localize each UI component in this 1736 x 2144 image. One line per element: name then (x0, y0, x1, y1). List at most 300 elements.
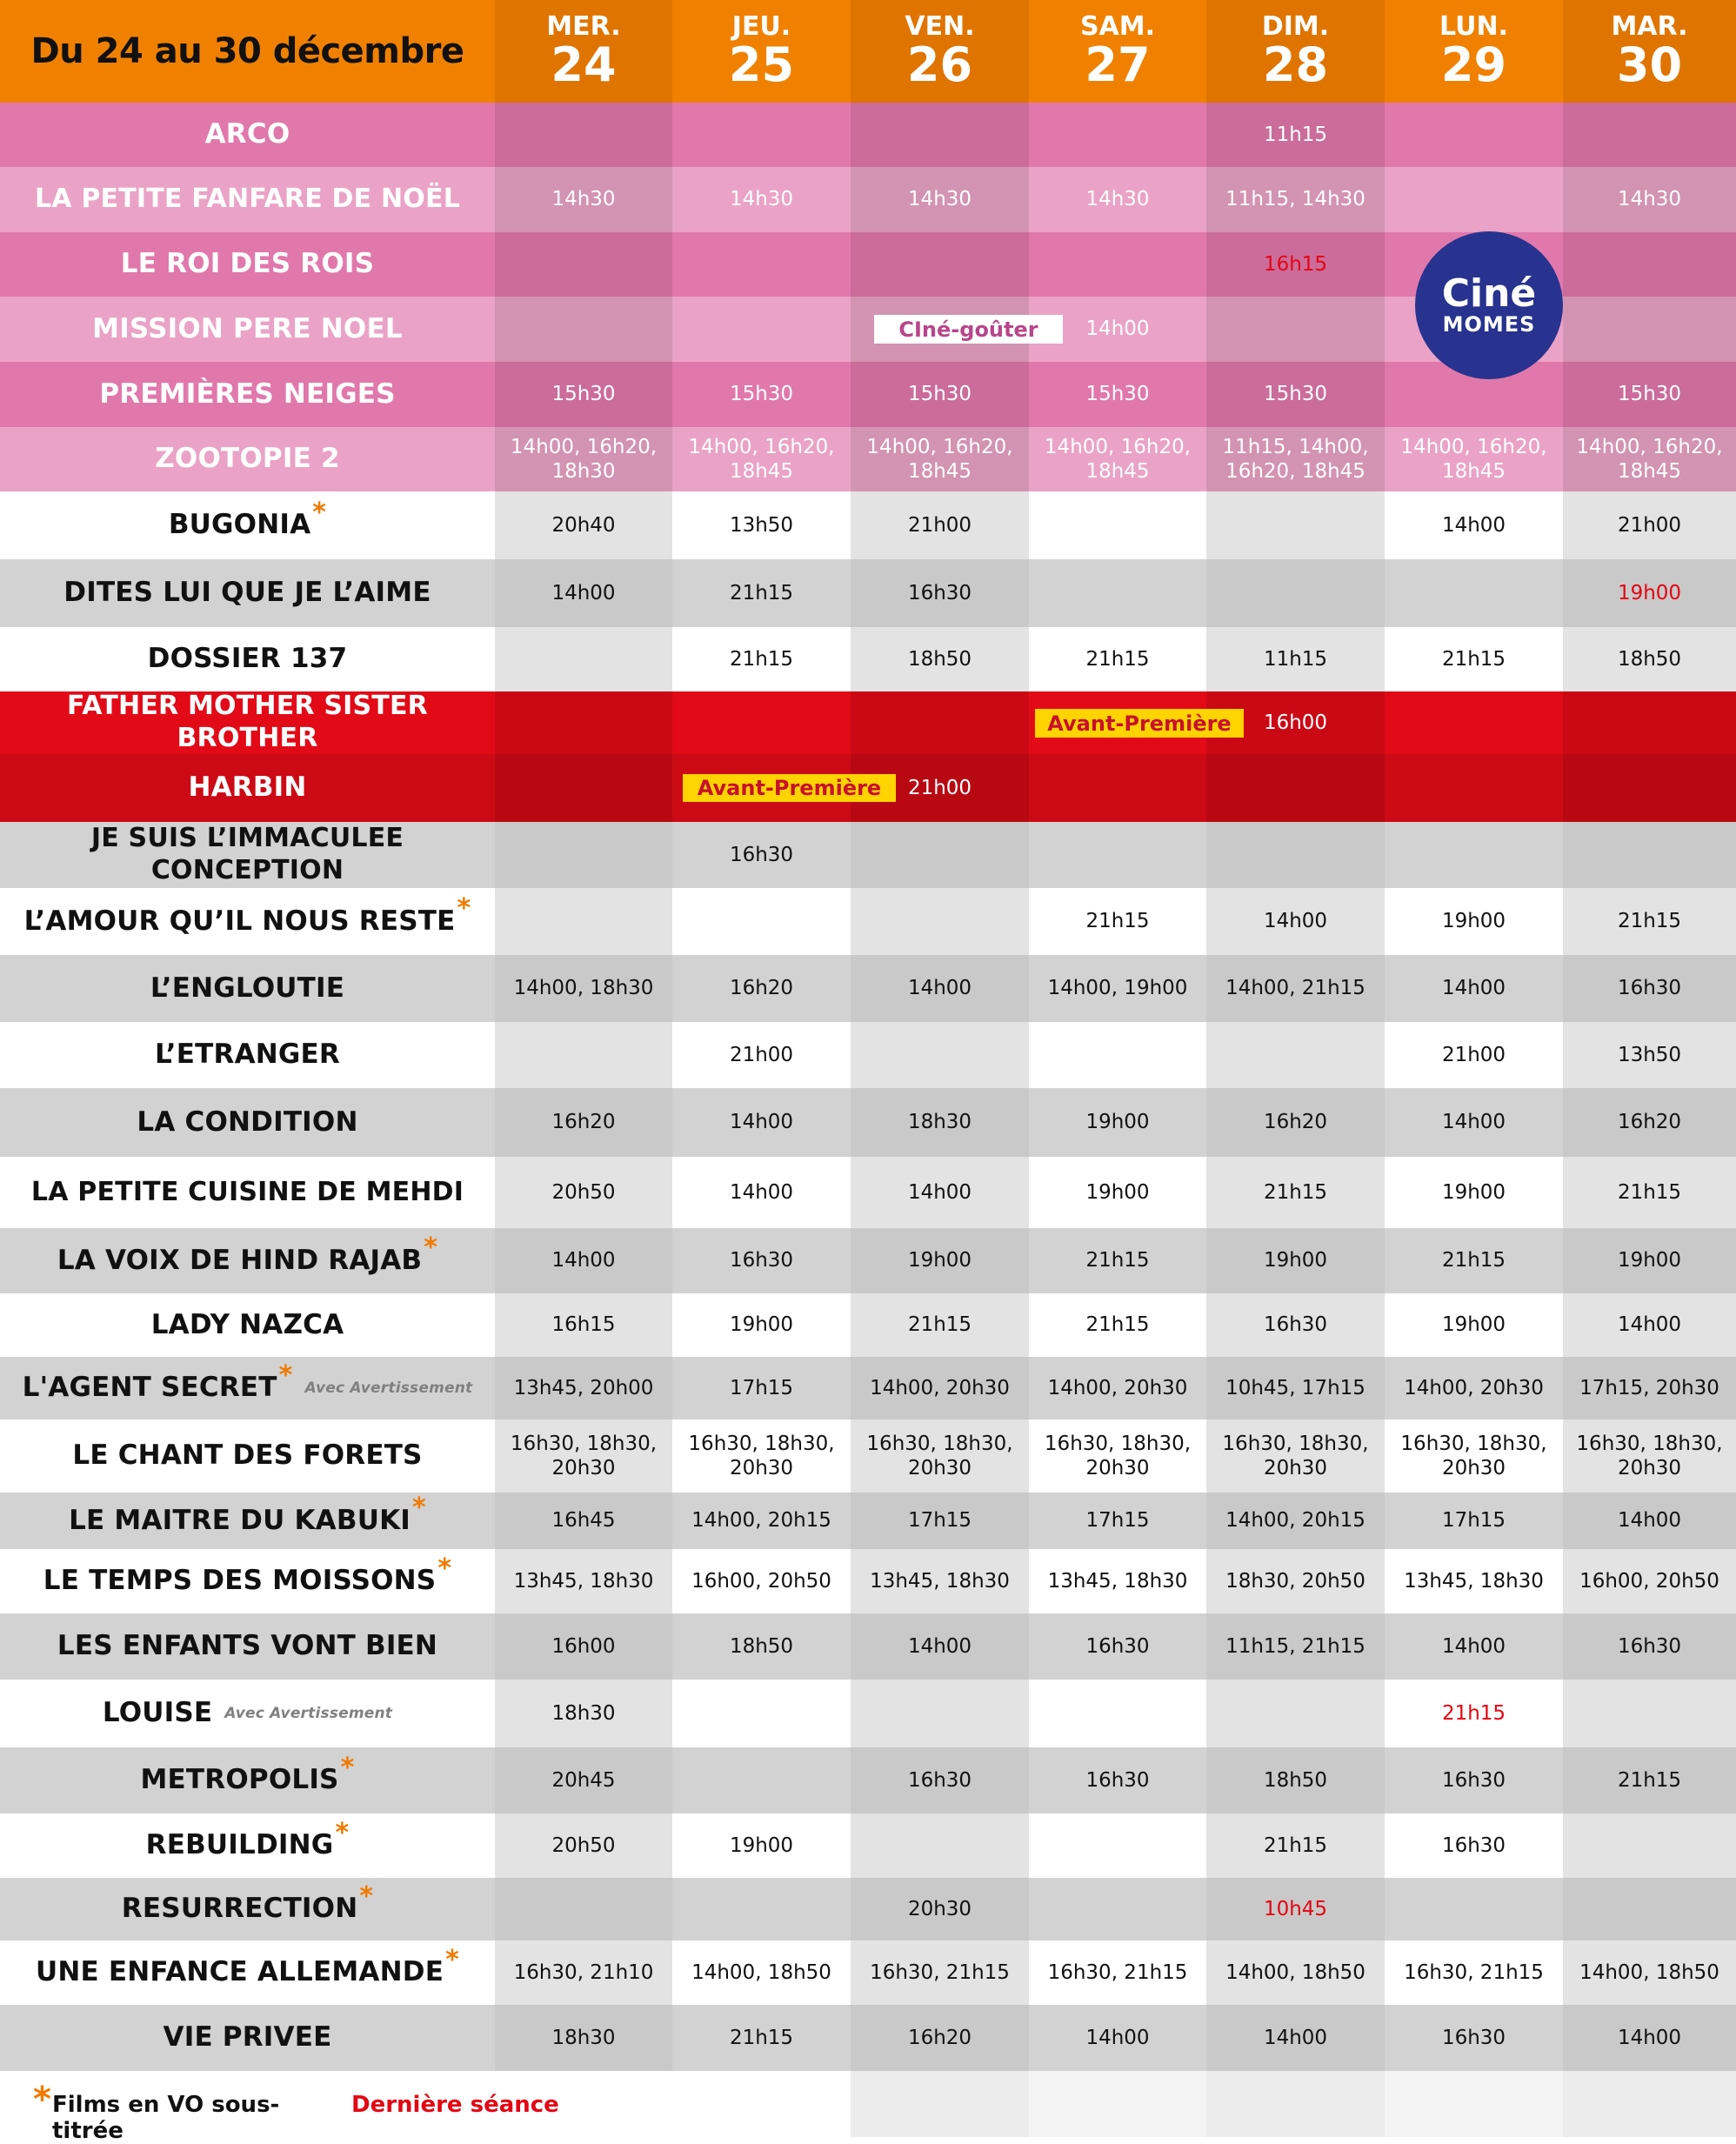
day-header (1563, 0, 1736, 103)
vo-star-icon: * (445, 1944, 459, 1975)
showtime-cell: 18h50 (1206, 1747, 1385, 1813)
movie-title-group (148, 643, 348, 676)
movie-title (0, 1878, 495, 1940)
day-name: LUN. (1439, 11, 1508, 42)
showtime-cell: 16h30, 18h30, 20h30 (1206, 1419, 1385, 1493)
showtime-cell (1563, 754, 1736, 822)
showtime-cell (1206, 491, 1385, 559)
avant-premiere-badge: Avant-Première (1035, 709, 1244, 738)
movie-title-group (99, 378, 395, 411)
showtime-cell (1029, 1813, 1206, 1878)
showtime-cell: 14h00 (672, 1088, 851, 1157)
movie-title-group (23, 893, 471, 938)
showtime-cell: 21h15 (851, 1293, 1029, 1357)
movie-title-group (92, 313, 403, 346)
showtime-cell: 11h15 (1206, 103, 1385, 167)
showtime-cell: 21h00 (851, 491, 1029, 559)
movie-title-text: LA VOIX DE HIND RAJAB (57, 1244, 423, 1276)
showtime-cell: 16h30 (1206, 1293, 1385, 1357)
showtime-cell: 21h00 (851, 754, 1029, 822)
showtime-cell: 16h30, 21h15 (1029, 1940, 1206, 2005)
showtime-cell: 14h00, 16h20, 18h45 (1385, 427, 1563, 491)
movie-title (0, 1022, 495, 1088)
movie-title (0, 955, 495, 1022)
movie-title-group (140, 1752, 355, 1797)
showtime-cell: 16h30 (672, 822, 851, 888)
movie-title (0, 103, 495, 167)
movie-title-group (103, 1697, 392, 1730)
showtime-cell: 14h00, 18h30 (495, 955, 672, 1022)
showtime-cell: 20h45 (495, 1747, 672, 1813)
showtime-cell: 14h00, 18h50 (1206, 1940, 1385, 2005)
legend-cell (1206, 2071, 1385, 2137)
showtime-cell: 13h45, 18h30 (1385, 1549, 1563, 1613)
showtime-cell (1563, 1813, 1736, 1878)
last-show-legend: Dernière séance (351, 2092, 559, 2118)
movie-title-group (0, 823, 495, 886)
showtime-cell: 18h30 (851, 1088, 1029, 1157)
day-date: 29 (1440, 37, 1507, 92)
movie-title (0, 1813, 495, 1878)
showtime-cell (1563, 691, 1736, 754)
showtime-cell: 13h45, 20h00 (495, 1357, 672, 1419)
showtime-cell: 16h45 (495, 1493, 672, 1549)
showtime-cell: 15h30 (1029, 362, 1206, 427)
showtime-cell: 15h30 (495, 362, 672, 427)
showtime-cell: 16h00 (495, 1613, 672, 1680)
showtime-cell (672, 1878, 851, 1940)
showtime-cell (1029, 1680, 1206, 1747)
showtime-cell: 16h00, 20h50 (672, 1549, 851, 1613)
showtime-cell: 21h15 (1029, 1228, 1206, 1293)
showtime-cell (1385, 1878, 1563, 1940)
movie-title-text: L’AMOUR QU’IL NOUS RESTE (23, 905, 456, 937)
day-date: 30 (1616, 37, 1683, 92)
showtime-cell: 16h20 (1563, 1088, 1736, 1157)
movie-title-text: LA PETITE FANFARE DE NOËL (34, 184, 461, 215)
showtime-cell: 14h00, 20h15 (672, 1493, 851, 1549)
showtime-cell: 16h30, 18h30, 20h30 (1385, 1419, 1563, 1493)
showtime-cell: 16h30 (1029, 1747, 1206, 1813)
showtime-cell: 17h15 (672, 1357, 851, 1419)
showtime-cell (1029, 491, 1206, 559)
showtime-cell (851, 1813, 1029, 1878)
legend-cell (1029, 2071, 1206, 2137)
showtime-cell (495, 627, 672, 691)
movie-title-group (168, 497, 327, 542)
showtime-cell (1029, 559, 1206, 627)
showtime-cell (672, 1747, 851, 1813)
movie-title (0, 1493, 495, 1549)
movie-title-text: REBUILDING (145, 1829, 334, 1861)
showtime-cell: 16h30, 18h30, 20h30 (495, 1419, 672, 1493)
showtime-cell: 14h00, 20h15 (1206, 1493, 1385, 1549)
showtime-cell: 16h30, 21h15 (1385, 1940, 1563, 2005)
day-date: 27 (1085, 37, 1151, 92)
showtime-cell (495, 1022, 672, 1088)
day-date: 26 (906, 37, 973, 92)
showtime-cell: 14h00, 18h50 (1563, 1940, 1736, 2005)
showtime-cell: 20h50 (495, 1813, 672, 1878)
warning-note: Avec Avertissement (224, 1704, 393, 1722)
showtime-cell: 10h45, 17h15 (1206, 1357, 1385, 1419)
day-header (851, 0, 1029, 103)
movie-title-text: L'AGENT SECRET (22, 1372, 277, 1404)
legend-cell (851, 2071, 1029, 2137)
legend-cell (1385, 2071, 1563, 2137)
showtime-cell: 21h15 (1029, 888, 1206, 955)
showtime-cell (1206, 754, 1385, 822)
showtime-cell: 21h00 (1563, 491, 1736, 559)
movie-title-group (63, 577, 431, 610)
showtime-cell: 16h30, 21h10 (495, 1940, 672, 2005)
showtime-cell (1206, 559, 1385, 627)
movie-title (0, 1680, 495, 1747)
showtime-cell: 14h30 (672, 167, 851, 232)
showtime-cell: 14h00 (1563, 2005, 1736, 2071)
movie-title-group (69, 1493, 426, 1538)
showtime-cell: 21h15 (1029, 1293, 1206, 1357)
movie-title-group (164, 2021, 332, 2054)
showtime-cell: 15h30 (1563, 362, 1736, 427)
showtime-cell: 20h50 (495, 1157, 672, 1228)
showtime-cell: 14h00, 16h20, 18h45 (1029, 427, 1206, 491)
showtime-cell (1029, 754, 1206, 822)
showtime-cell: 14h30 (851, 167, 1029, 232)
showtime-cell: 16h30, 18h30, 20h30 (1563, 1419, 1736, 1493)
showtime-cell: 13h50 (1563, 1022, 1736, 1088)
showtime-cell: 19h00 (1029, 1088, 1206, 1157)
movie-title-text: FATHER MOTHER SISTER BROTHER (67, 691, 428, 753)
movie-title-group (150, 972, 344, 1005)
showtime-cell (495, 1878, 672, 1940)
showtime-cell: 16h30 (851, 559, 1029, 627)
showtime-cell (1029, 232, 1206, 297)
showtime-cell: 14h30 (1029, 167, 1206, 232)
showtime-cell: 16h15 (1206, 232, 1385, 297)
showtime-cell: 19h00 (1385, 1157, 1563, 1228)
showtime-cell: 17h15 (1029, 1493, 1206, 1549)
showtime-cell: 21h15 (1029, 627, 1206, 691)
showtime-cell (1029, 1022, 1206, 1088)
showtime-cell: 16h20 (1206, 1088, 1385, 1157)
movie-title-text: METROPOLIS (140, 1764, 339, 1796)
showtime-cell (1563, 822, 1736, 888)
showtime-cell (1029, 822, 1206, 888)
showtime-cell: 20h40 (495, 491, 672, 559)
showtime-cell (1385, 691, 1563, 754)
showtime-cell (672, 232, 851, 297)
movie-title-text: LA PETITE CUISINE DE MEHDI (30, 1176, 464, 1207)
showtime-cell: 14h00 (1563, 1493, 1736, 1549)
showtime-cell (495, 232, 672, 297)
movie-title-text: LADY NAZCA (150, 1308, 344, 1340)
movie-title-group (31, 1177, 464, 1209)
movie-title-group (121, 248, 374, 281)
movie-title-group (36, 1944, 459, 1989)
showtime-cell: 14h30 (1563, 167, 1736, 232)
movie-title-text: LE CHANT DES FORETS (72, 1439, 423, 1472)
movie-title-group (0, 691, 495, 754)
showtime-cell: 16h30 (1385, 1813, 1563, 1878)
showtime-cell: 15h30 (672, 362, 851, 427)
cine-gouter-badge: CIné-goûter (874, 315, 1063, 344)
day-header (1385, 0, 1563, 103)
showtime-cell: 16h20 (851, 2005, 1029, 2071)
movie-title-text: LE TEMPS DES MOISSONS (43, 1565, 437, 1597)
showtime-cell: 11h15, 21h15 (1206, 1613, 1385, 1680)
showtime-cell (1563, 1680, 1736, 1747)
day-header (1206, 0, 1385, 103)
movie-title (0, 1157, 495, 1228)
showtime-cell (851, 691, 1029, 754)
showtime-cell: 14h00, 16h20, 18h45 (1563, 427, 1736, 491)
showtime-cell: 21h15 (1385, 627, 1563, 691)
movie-title (0, 1940, 495, 2005)
movie-title-group (205, 118, 290, 151)
day-header (672, 0, 851, 103)
showtime-cell: 16h30, 18h30, 20h30 (672, 1419, 851, 1493)
showtime-cell: 21h15 (1206, 1813, 1385, 1878)
showtime-cell: 21h15 (672, 627, 851, 691)
showtime-cell: 21h15 (1563, 888, 1736, 955)
showtime-cell (1563, 1878, 1736, 1940)
movie-title-group (137, 1106, 357, 1139)
movie-title (0, 627, 495, 691)
showtime-cell: 18h30, 20h50 (1206, 1549, 1385, 1613)
showtime-cell: 16h30 (851, 1747, 1029, 1813)
movie-title-text: RESURRECTION (121, 1893, 358, 1925)
showtime-cell: 14h00, 16h20, 18h45 (851, 427, 1029, 491)
cine-momes-logo (1415, 231, 1563, 379)
movie-title-group (72, 1439, 422, 1473)
showtime-cell: 14h00 (1385, 1613, 1563, 1680)
movie-title-text: LA CONDITION (137, 1105, 358, 1138)
showtime-cell: 18h30 (495, 2005, 672, 2071)
showtime-cell: 10h45 (1206, 1878, 1385, 1940)
showtime-cell: 16h15 (495, 1293, 672, 1357)
movie-title (0, 691, 495, 754)
movie-title-group (151, 1309, 344, 1342)
showtime-cell: 19h00 (672, 1293, 851, 1357)
showtime-cell: 14h00 (672, 1157, 851, 1228)
movie-title-text: LE MAITRE DU KABUKI (69, 1504, 411, 1536)
movie-title-text: DOSSIER 137 (147, 643, 348, 675)
showtime-cell (851, 103, 1029, 167)
movie-title-text: LE ROI DES ROIS (120, 248, 375, 280)
day-name: JEU. (731, 11, 791, 42)
showtime-cell: 13h45, 18h30 (495, 1549, 672, 1613)
movie-title-text: DITES LUI QUE JE L’AIME (63, 577, 431, 609)
showtime-cell: 14h00, 18h50 (672, 1940, 851, 2005)
movie-title (0, 297, 495, 362)
movie-title (0, 232, 495, 297)
movie-title (0, 822, 495, 888)
showtime-cell: 14h00 (1385, 955, 1563, 1022)
showtime-cell: 14h00 (1563, 1293, 1736, 1357)
showtime-cell: 19h00 (1206, 1228, 1385, 1293)
showtime-cell: 13h50 (672, 491, 851, 559)
vo-legend-star-icon: * (33, 2080, 51, 2120)
showtime-cell (1385, 103, 1563, 167)
showtime-cell: 14h00 (1029, 297, 1206, 362)
showtime-cell: 11h15, 14h00, 16h20, 18h45 (1206, 427, 1385, 491)
day-name: DIM. (1261, 11, 1330, 42)
showtime-cell: 14h00 (1385, 491, 1563, 559)
movie-title (0, 754, 495, 822)
showtime-cell: 16h20 (495, 1088, 672, 1157)
showtime-cell: 17h15, 20h30 (1563, 1357, 1736, 1419)
movie-title-group (155, 443, 339, 476)
showtime-cell: 19h00 (1385, 888, 1563, 955)
vo-star-icon: * (340, 1752, 355, 1783)
page-title: Du 24 au 30 décembre (0, 0, 495, 103)
showtime-cell: 16h30, 18h30, 20h30 (1029, 1419, 1206, 1493)
movie-title (0, 1549, 495, 1613)
showtime-cell: 14h00 (1206, 888, 1385, 955)
movie-title (0, 427, 495, 491)
avant-premiere-badge: Avant-Première (683, 774, 896, 802)
showtime-cell (672, 691, 851, 754)
logo-line2: MOMES (1442, 311, 1536, 337)
movie-title (0, 362, 495, 427)
showtime-cell: 14h00 (1385, 1088, 1563, 1157)
movie-title (0, 1088, 495, 1157)
vo-star-icon: * (335, 1817, 350, 1848)
showtime-cell: 19h00 (1385, 1293, 1563, 1357)
showtime-cell: 14h00 (495, 559, 672, 627)
showtime-cell: 19h00 (1029, 1157, 1206, 1228)
showtime-cell: 21h15 (1563, 1157, 1736, 1228)
movie-title (0, 167, 495, 232)
showtime-cell: 17h15 (1385, 1493, 1563, 1549)
showtime-cell: 16h00 (1206, 691, 1385, 754)
movie-title-group (57, 1630, 437, 1663)
movie-title-text: JE SUIS L’IMMACULEE CONCEPTION (90, 823, 404, 885)
showtime-cell (495, 691, 672, 754)
showtime-cell (1206, 1022, 1385, 1088)
movie-title-group (121, 1880, 374, 1926)
movie-title-group (57, 1232, 438, 1278)
showtime-cell: 16h30 (672, 1228, 851, 1293)
day-name: MAR. (1611, 11, 1688, 42)
showtime-cell (1385, 754, 1563, 822)
showtime-cell (1029, 103, 1206, 167)
showtime-cell: 18h50 (672, 1613, 851, 1680)
showtime-cell (672, 1680, 851, 1747)
movie-title (0, 2005, 495, 2071)
showtime-cell: 14h30 (495, 167, 672, 232)
showtime-cell: 16h30 (1563, 1613, 1736, 1680)
showtime-cell: 16h30 (1029, 1613, 1206, 1680)
movie-title (0, 1293, 495, 1357)
movie-title-text: HARBIN (188, 771, 307, 804)
day-name: SAM. (1079, 11, 1156, 42)
showtime-cell: 14h00 (851, 1613, 1029, 1680)
movie-title (0, 1747, 495, 1813)
showtime-cell: 14h00, 16h20, 18h30 (495, 427, 672, 491)
showtime-cell: 14h00 (1206, 2005, 1385, 2071)
showtime-cell: 18h50 (1563, 627, 1736, 691)
showtime-cell: 11h15 (1206, 627, 1385, 691)
showtime-cell: 16h30, 21h15 (851, 1940, 1029, 2005)
day-name: VEN. (905, 11, 975, 42)
showtime-cell: 21h15 (1385, 1680, 1563, 1747)
showtime-cell: 18h50 (851, 627, 1029, 691)
showtime-cell (495, 754, 672, 822)
showtime-cell (672, 103, 851, 167)
movie-title (0, 491, 495, 559)
showtime-cell: 19h00 (1563, 559, 1736, 627)
vo-star-icon: * (412, 1493, 426, 1524)
showtime-cell (1563, 232, 1736, 297)
showtime-cell (1385, 167, 1563, 232)
showtime-cell: 21h15 (1385, 1228, 1563, 1293)
showtime-cell (1206, 297, 1385, 362)
showtime-cell (851, 822, 1029, 888)
movie-title-text: LOUISE (102, 1697, 213, 1729)
showtime-cell (1029, 1878, 1206, 1940)
vo-star-icon: * (437, 1553, 452, 1584)
vo-star-icon: * (359, 1880, 374, 1912)
vo-star-icon: * (312, 497, 327, 528)
showtime-cell: 14h00, 20h30 (1385, 1357, 1563, 1419)
legend-cell (1563, 2071, 1736, 2137)
showtime-cell: 11h15, 14h30 (1206, 167, 1385, 232)
showtime-cell (672, 888, 851, 955)
showtime-cell: 14h00 (495, 1228, 672, 1293)
showtime-cell (1206, 822, 1385, 888)
movie-title-text: BUGONIA (168, 509, 311, 541)
showtime-cell: 21h15 (672, 559, 851, 627)
showtime-cell: 14h00, 19h00 (1029, 955, 1206, 1022)
showtime-cell (1563, 103, 1736, 167)
showtime-cell: 14h00 (851, 955, 1029, 1022)
showtime-cell (672, 297, 851, 362)
movie-title (0, 1613, 495, 1680)
showtime-cell (495, 297, 672, 362)
showtime-cell (851, 1680, 1029, 1747)
showtime-cell (495, 103, 672, 167)
showtime-cell (1385, 822, 1563, 888)
showtime-cell: 21h15 (1206, 1157, 1385, 1228)
movie-title-group (22, 1359, 473, 1405)
day-header (495, 0, 672, 103)
showtime-cell: 17h15 (851, 1493, 1029, 1549)
showtime-cell: 20h30 (851, 1878, 1029, 1940)
day-header (1029, 0, 1206, 103)
showtime-cell: 14h00 (1029, 2005, 1206, 2071)
warning-note: Avec Avertissement (304, 1379, 473, 1397)
movie-title (0, 1419, 495, 1493)
movie-title (0, 559, 495, 627)
showtime-cell: 16h30 (1563, 955, 1736, 1022)
showtime-cell: 16h00, 20h50 (1563, 1549, 1736, 1613)
showtime-cell: 14h00, 20h30 (851, 1357, 1029, 1419)
showtime-cell: 19h00 (851, 1228, 1029, 1293)
showtime-cell (1563, 297, 1736, 362)
movie-title-group (35, 184, 460, 216)
showtime-cell: 14h00, 16h20, 18h45 (672, 427, 851, 491)
movie-title-text: L’ETRANGER (154, 1039, 341, 1071)
day-date: 28 (1262, 37, 1329, 92)
showtime-cell: 19h00 (672, 1813, 851, 1878)
movie-title-text: ARCO (204, 118, 290, 150)
movie-title (0, 888, 495, 955)
movie-title-text: ZOOTOPIE 2 (155, 443, 340, 475)
vo-star-icon: * (278, 1359, 293, 1391)
showtime-cell: 16h30, 18h30, 20h30 (851, 1419, 1029, 1493)
